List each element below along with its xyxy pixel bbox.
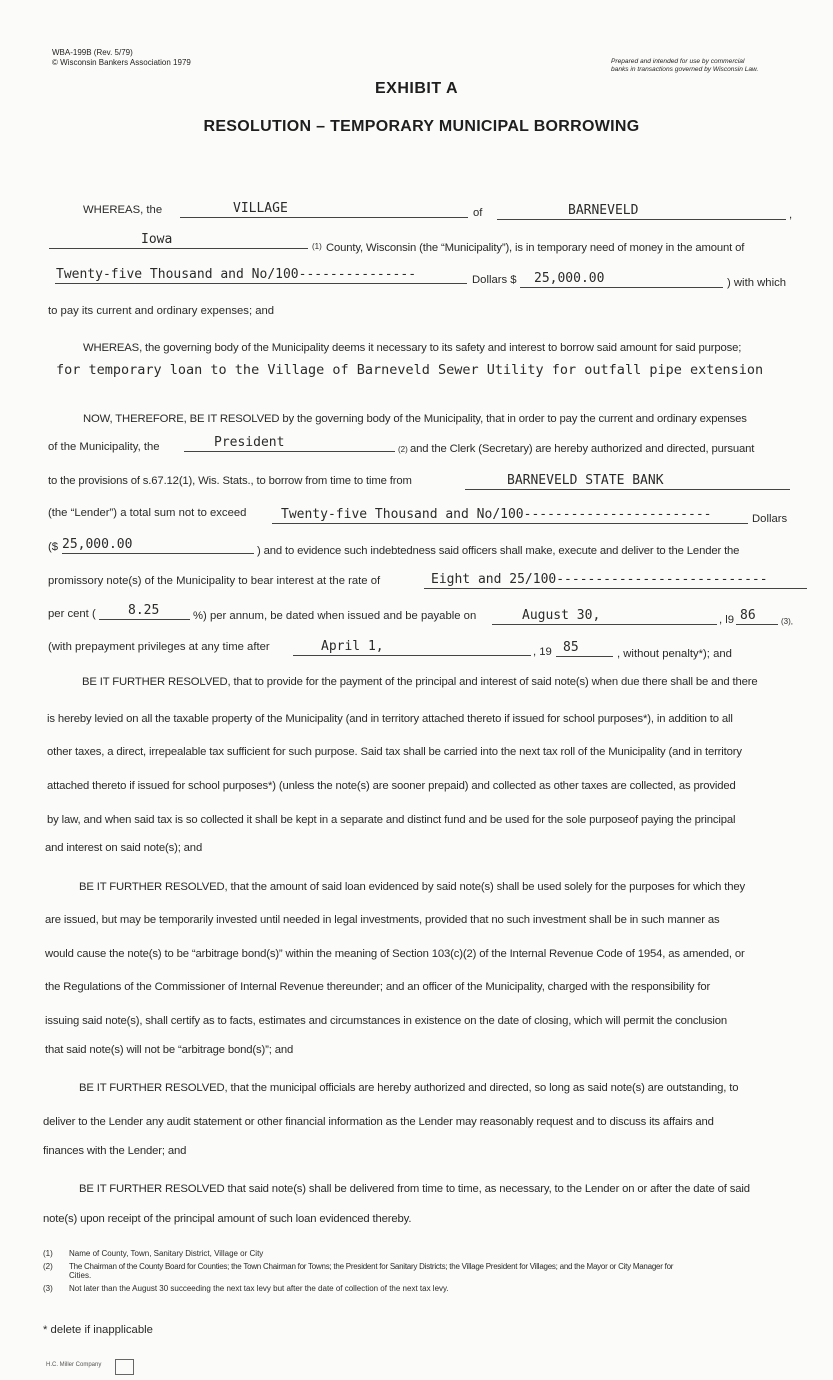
amount-words-field[interactable] [55,266,467,284]
municipality-name-field[interactable] [497,202,786,220]
purpose-value[interactable]: for temporary loan to the Village of Barneveld Sewer Utility for outfall pipe extension [56,362,764,378]
promissory-text: promissory note(s) of the Municipality to bear interest at the rate of [48,575,381,587]
paragraph-2-line-2: are issued, but may be temporarily invested until needed in legal investments, provided that no such investment shall be in such manner as [45,914,720,926]
with-which-label: ) with which [727,277,787,289]
prepay-date-value: April 1, [321,639,384,654]
resolution-title: RESOLUTION – TEMPORARY MUNICIPAL BORROWING [203,118,640,135]
provisions-text: to the provisions of s.67.12(1), Wis. Stats., to borrow from time to time from [48,475,412,487]
paragraph-3-line-1: BE IT FURTHER RESOLVED, that the municipal officials are hereby authorized and directed, so long as said note(s) are outstanding, to [79,1082,739,1094]
whereas-governing-text: WHEREAS, the governing body of the Municipality deems it necessary to its safety and interest to borrow said amount for said purpose; [83,342,742,354]
exhibit-title: EXHIBIT A [374,80,459,97]
clerk-clause: and the Clerk (Secretary) are hereby authorized and directed, pursuant [410,443,755,455]
form-header-left [52,48,191,68]
interest-words-value: Eight and 25/100--------------------------- [431,572,768,587]
per-annum-text: %) per annum, be dated when issued and be payable on [193,610,477,622]
lender-field[interactable] [465,471,790,490]
footnote-1-number: (1) [43,1249,53,1258]
paragraph-4-line-2: note(s) upon receipt of the principal amount of such loan evidenced thereby. [43,1213,412,1225]
footnote-2-number: (2) [43,1262,53,1271]
paragraph-2-line-6: that said note(s) will not be “arbitrage bond(s)”; and [45,1044,294,1056]
per-cent-label: per cent ( [48,608,96,620]
prepared-note-line-1: Prepared and intended for use by commercial [611,58,745,65]
dollars-label: Dollars [752,513,788,525]
officer-value: President [214,435,285,450]
lender-value: BARNEVELD STATE BANK [507,473,664,488]
amount-dollars-field[interactable] [520,270,723,288]
county-value: Iowa [141,232,173,247]
county-clause: County, Wisconsin (the “Municipality”), is in temporary need of money in the amount of [326,242,745,254]
amount-words-value: Twenty-five Thousand and No/100--------------- [56,267,417,282]
prepay-date-field[interactable] [293,637,531,656]
paragraph-4-line-1: BE IT FURTHER RESOLVED that said note(s) shall be delivered from time to time, as necessary, to the Lender on or after the date of said [79,1183,750,1195]
payable-year-field[interactable] [736,606,778,625]
county-field[interactable] [49,232,308,249]
paragraph-1-line-3: other taxes, a direct, irrepealable tax sufficient for such purpose. Said tax shall be carried into the next tax roll of the Municipality (and in territory [47,746,742,758]
footnote-2-text-cont: Cities. [69,1271,92,1280]
interest-words-field[interactable] [424,569,807,589]
paragraph-1-line-6: and interest on said note(s); and [45,842,203,854]
footnote-1-text: Name of County, Town, Sanitary District, Village or City [69,1249,264,1258]
paragraph-2-line-3: would cause the note(s) to be “arbitrage bond(s)” within the meaning of Section 103(c)(2) of the Internal Revenue Code of 1954, as amended, or [45,948,745,960]
footnote-mark-2: (2) [398,445,408,454]
prepay-year-field[interactable] [556,638,613,657]
comma: , [789,209,793,221]
pay-expenses-text: to pay its current and ordinary expenses; and [48,305,275,317]
interest-percent-field[interactable] [99,601,190,620]
printer-imprint: H.C. Miller Company [46,1362,102,1368]
payable-year-value: 86 [740,608,756,623]
officer-field[interactable] [184,434,395,452]
payable-date-value: August 30, [522,608,601,623]
printer-logo-icon [115,1359,134,1375]
the-lender-label: (the “Lender”) a total sum not to exceed [48,507,247,519]
prepared-note-line-2: banks in transactions governed by Wisconsin Law. [611,66,759,73]
copyright: © Wisconsin Bankers Association 1979 [52,58,191,67]
max-sum-words-field[interactable] [272,505,748,524]
paragraph-3-line-2: deliver to the Lender any audit statement or other financial information as the Lender may reasonably request and to discuss its affairs and [43,1116,714,1128]
max-sum-dollars-value: 25,000.00 [62,537,133,552]
without-penalty-text: , without penalty*); and [617,648,732,660]
now-therefore-text: NOW, THEREFORE, BE IT RESOLVED by the governing body of the Municipality, that in order to pay the current and ordinary expenses [83,413,747,425]
max-sum-words-value: Twenty-five Thousand and No/100------------------------ [281,507,712,522]
footnote-mark-3: (3), [781,617,793,626]
prepay-clause: (with prepayment privileges at any time after [48,641,270,653]
paragraph-3-line-3: finances with the Lender; and [43,1145,187,1157]
nineteen-label-b: , 19 [533,646,552,658]
paragraph-1-line-5: by law, and when said tax is so collected it shall be kept in a separate and distinct fund and be used for the sole purposeof paying the principal [47,814,736,826]
footnote-3-text: Not later than the August 30 succeeding the next tax levy but after the date of collection of the next tax levy. [69,1284,449,1293]
form-header-right [611,58,801,74]
footnote-2-text: The Chairman of the County Board for Counties; the Town Chairman for Towns; the President for Sanitary Districts; the Village President for Villages; and the Mayor or City Manager for [69,1262,674,1271]
footnote-mark-1: (1) [312,242,322,251]
prepay-year-value: 85 [563,640,579,655]
paragraph-1-line-2: is hereby levied on all the taxable property of the Municipality (and in territory attached thereto if issued for school purposes*), in addition to all [47,713,733,725]
interest-percent-value: 8.25 [128,603,160,618]
municipality-type-field[interactable] [180,200,468,218]
paragraph-2-line-4: the Regulations of the Commissioner of Internal Revenue thereunder; and an officer of the Municipality, charged with the responsibility for [45,981,711,993]
of-label: of [473,207,483,219]
whereas-label: WHEREAS, the [83,204,163,216]
max-sum-dollars-field[interactable] [62,536,254,554]
paragraph-1-line-4: attached thereto if issued for school purposes*) (unless the note(s) are sooner prepaid) and collected as other taxes are collected, as provided [47,780,736,792]
dollars-sign-label: Dollars $ [472,274,517,286]
municipality-name-value: BARNEVELD [568,203,639,218]
paragraph-1-line-1: BE IT FURTHER RESOLVED, that to provide for the payment of the principal and interest of said note(s) when due there shall be and there [82,676,758,688]
payable-date-field[interactable] [492,605,717,625]
form-id: WBA-199B (Rev. 5/79) [52,48,133,57]
paragraph-2-line-5: issuing said note(s), shall certify as to facts, estimates and circumstances in existence on the date of closing, which will permit the conclusion [45,1015,727,1027]
municipality-type-value: VILLAGE [233,201,288,216]
amount-dollars-value: 25,000.00 [534,271,605,286]
of-municipality-label: of the Municipality, the [48,441,160,453]
delete-note: * delete if inapplicable [43,1324,153,1336]
footnote-3-number: (3) [43,1284,53,1293]
evidence-clause: ) and to evidence such indebtedness said officers shall make, execute and deliver to the Lender the [257,545,740,557]
paren-dollar-label: ($ [48,541,59,553]
paragraph-2-line-1: BE IT FURTHER RESOLVED, that the amount of said loan evidenced by said note(s) shall be used solely for the purposes for which they [79,881,746,893]
nineteen-label-a: , l9 [719,614,735,626]
